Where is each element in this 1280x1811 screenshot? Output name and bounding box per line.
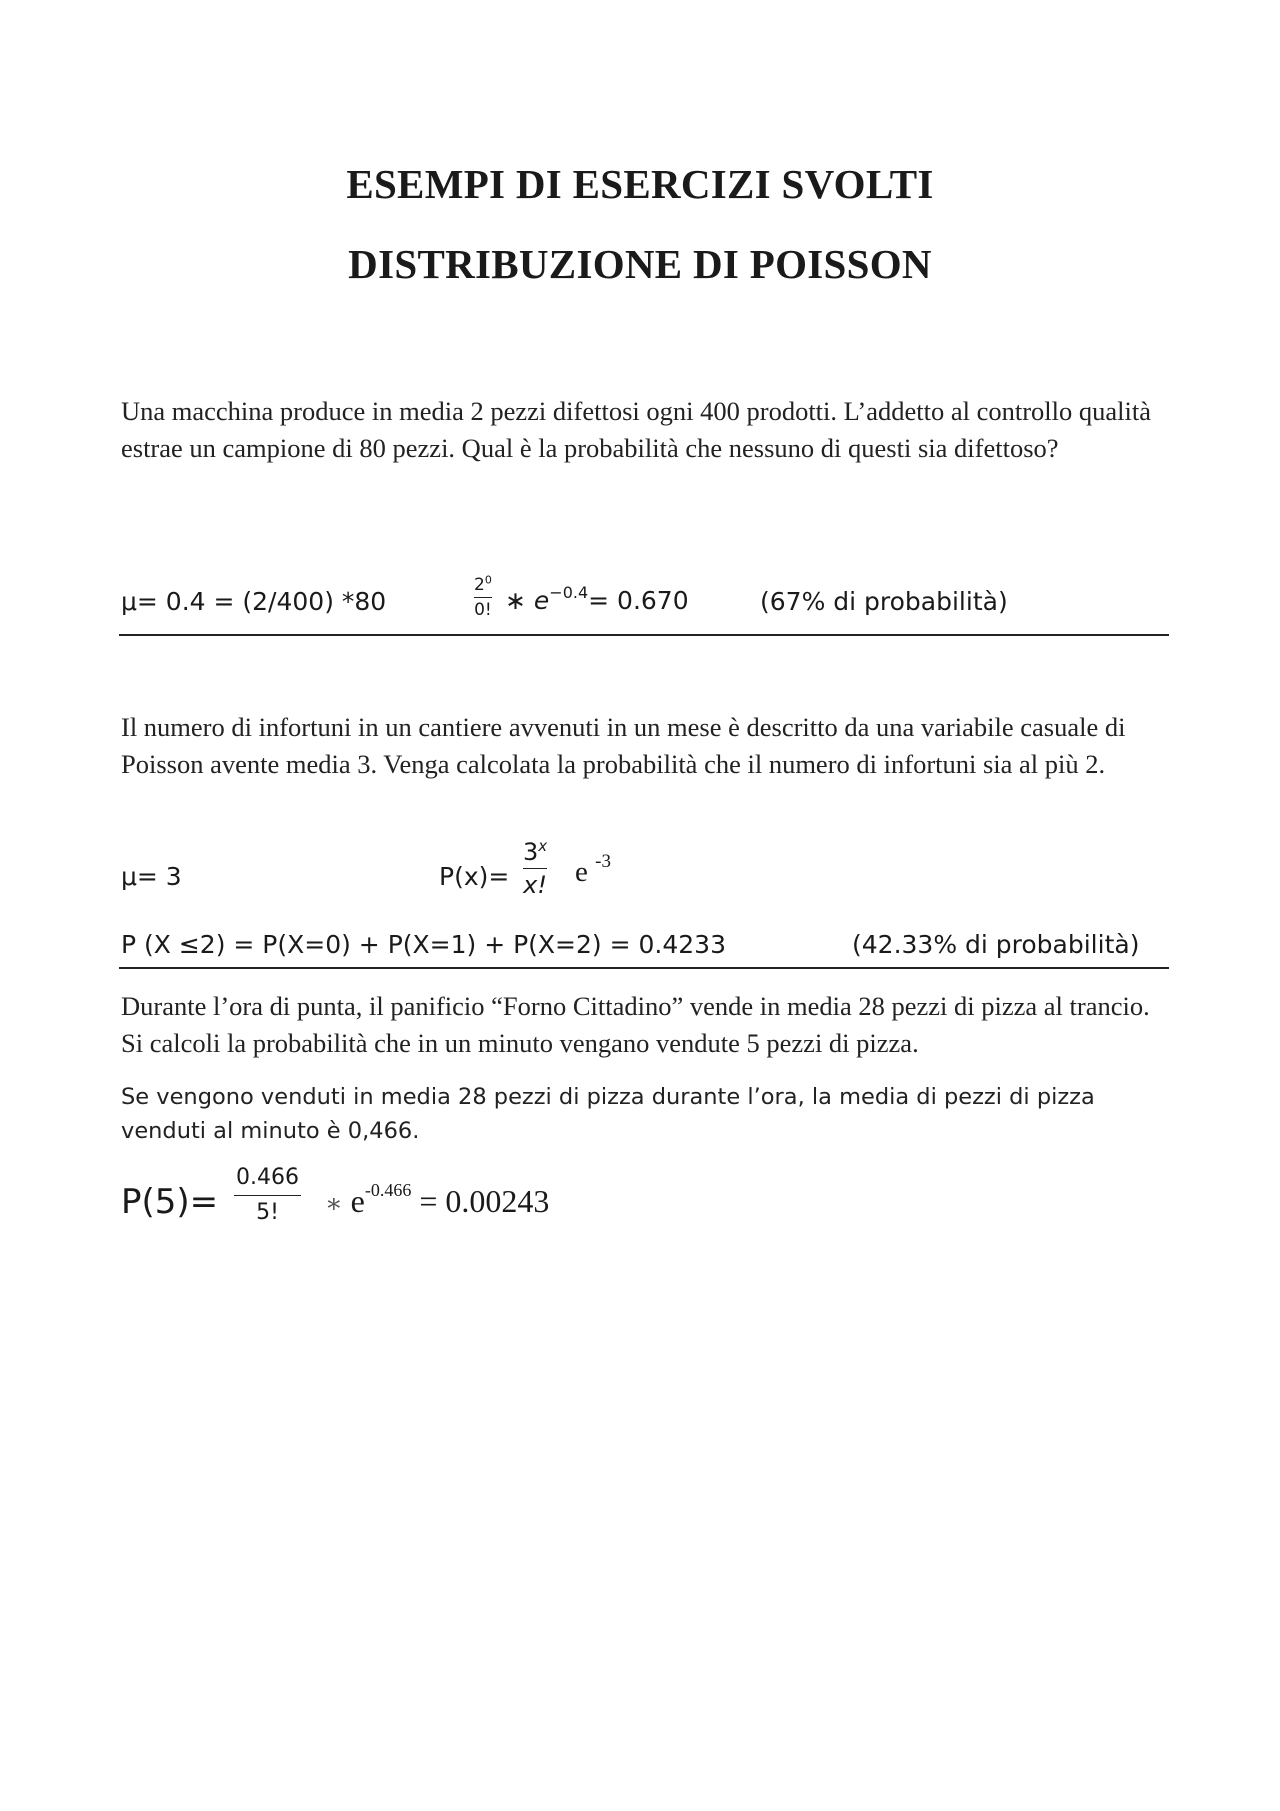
exercise-2-probability-note: (42.33% di probabilità)	[852, 930, 1140, 959]
page-title: ESEMPI DI ESERCIZI SVOLTI	[346, 161, 934, 207]
exercise-1-fraction	[474, 573, 492, 620]
exercise-1-text: Una macchina produce in media 2 pezzi difettosi ogni 400 prodotti. L’addetto al controllo qualità estrae un campione di 80 pezzi. Qual è la probabilità che nessuno di questi sia difettoso?	[121, 396, 1152, 463]
exercise-2-fraction-numerator: 3$^x$	[523, 837, 548, 866]
exercise-3-exponential: ∗ $e^{-0.466} = 0.00243$	[325, 1180, 550, 1219]
divider	[119, 967, 1169, 969]
exercise-3-fraction-numerator: 0.466	[236, 1165, 299, 1190]
exercise-3-fraction	[234, 1167, 301, 1224]
exercise-1-fraction-denominator: 0!	[474, 600, 492, 620]
exercise-2-text: Il numero di infortuni in un cantiere avvenuti in un mese è descritto da una variabile casuale di Poisson avente media 3. Venga calcolata la probabilità che il numero di infortuni sia al più 2.	[121, 712, 1126, 779]
exercise-1-fraction-numerator: $2^0$	[474, 573, 492, 595]
exercise-2-exponential: e $^{-3}$	[575, 851, 611, 888]
exercise-3-explanation: Se vengono venduti in media 28 pezzi di pizza durante l’ora, la media di pezzi di pizza venduti al minuto è 0,466.	[121, 1084, 1095, 1144]
exercise-2-sum-formula: P (X ≤2) = P(X=0) + P(X=1) + P(X=2) = 0.4233	[121, 930, 726, 959]
exercise-1-mu-formula: μ= 0.4 = (2/400) *80	[121, 587, 387, 616]
exercise-1-probability-note: (67% di probabilità)	[760, 587, 1008, 616]
divider	[119, 634, 1169, 636]
exercise-2-fraction	[523, 837, 548, 899]
exercise-3-p5-label: P(5)=	[121, 1182, 219, 1222]
exercise-2-mu: μ= 3	[121, 862, 182, 891]
exercise-2-px-label: P(x)=	[439, 862, 510, 891]
exercise-3-fraction-denominator: 5!	[256, 1200, 279, 1225]
exercise-1-exponential: ∗ $e^{-0.4}= 0.670$	[505, 582, 689, 615]
exercise-2-fraction-denominator: x!	[523, 871, 547, 899]
exercise-3-text: Durante l’ora di punta, il panificio “Forno Cittadino” vende in media 28 pezzi di pizza al trancio. Si calcoli la probabilità che in un minuto vengano vendute 5 pezzi di pizza.	[121, 991, 1150, 1058]
page-subtitle: DISTRIBUZIONE DI POISSON	[348, 241, 932, 287]
